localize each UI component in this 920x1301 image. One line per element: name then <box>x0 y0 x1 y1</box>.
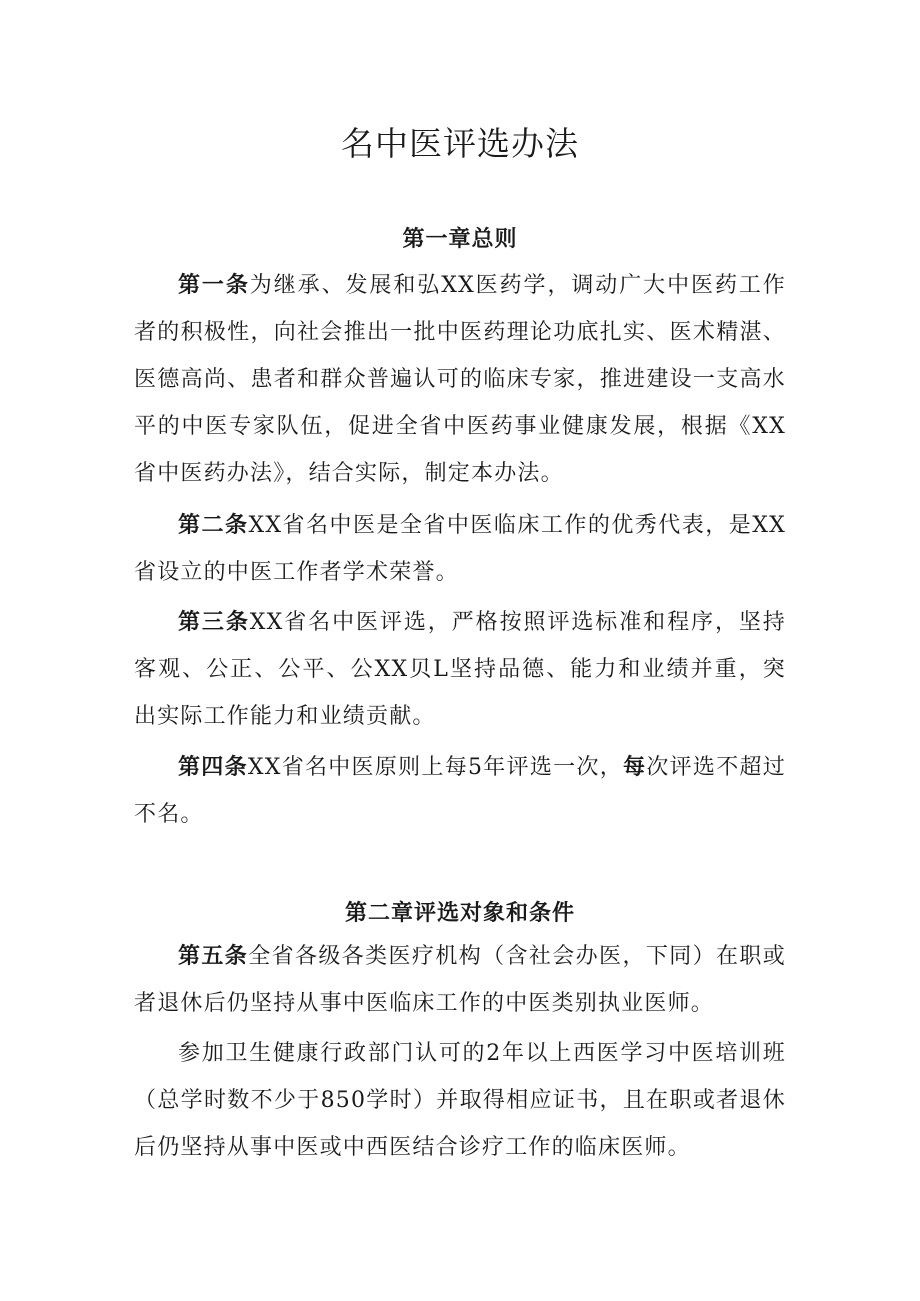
article-text: 全省各级各类医疗机构（含社会办医，下同）在职或者退休后仍坚持从事中医临床工作的中医类别执业医师。 <box>134 944 786 1016</box>
article-label: 第二条 <box>178 512 249 538</box>
article-label: 第四条 <box>178 754 248 780</box>
article-text-bold: 每 <box>623 754 647 780</box>
article-text: XX省名中医评选，严格按照评选标准和程序，坚持客观、公正、公平、公XX贝L坚持品德、能力和业绩并重，突出实际工作能力和业绩贡献。 <box>134 610 786 729</box>
chapter-heading-1: 第一章总则 <box>402 226 518 252</box>
article-5 <box>134 933 786 1027</box>
article-text: 为继承、发展和弘XX医药学，调动广大中医药工作者的积极性，向社会推出一批中医药理论功底扎实、医术精湛、医德高尚、患者和群众普遍认可的临床专家，推进建设一支高水平的中医专家队伍，促进全省中医药事业健康发展，根据《XX省中医药办法》，结合实际，制定本办法。 <box>134 273 786 486</box>
article-label: 第五条 <box>178 943 249 969</box>
article-text: 参加卫生健康行政部门认可的2年以上西医学习中医培训班（总学时数不少于850学时）并取得相应证书，且在职或者退休后仍坚持从事中医或中西医结合诊疗工作的临床医师。 <box>134 1041 786 1160</box>
chapter-heading-2: 第二章评选对象和条件 <box>344 900 575 926</box>
article-3 <box>134 599 786 740</box>
article-2 <box>134 502 786 596</box>
article-label: 第一条 <box>178 272 250 298</box>
article-label: 第三条 <box>178 609 250 635</box>
article-5-paragraph-2 <box>134 1030 786 1171</box>
article-text-after: 次评选不超过不名。 <box>134 755 786 827</box>
article-text-before: XX省名中医原则上每5年评选一次， <box>247 755 624 780</box>
article-1 <box>134 262 786 497</box>
article-4 <box>134 744 786 838</box>
article-text: XX省名中医是全省中医临床工作的优秀代表，是XX省设立的中医工作者学术荣誉。 <box>134 513 786 585</box>
document-title: 名中医评选办法 <box>341 124 579 163</box>
